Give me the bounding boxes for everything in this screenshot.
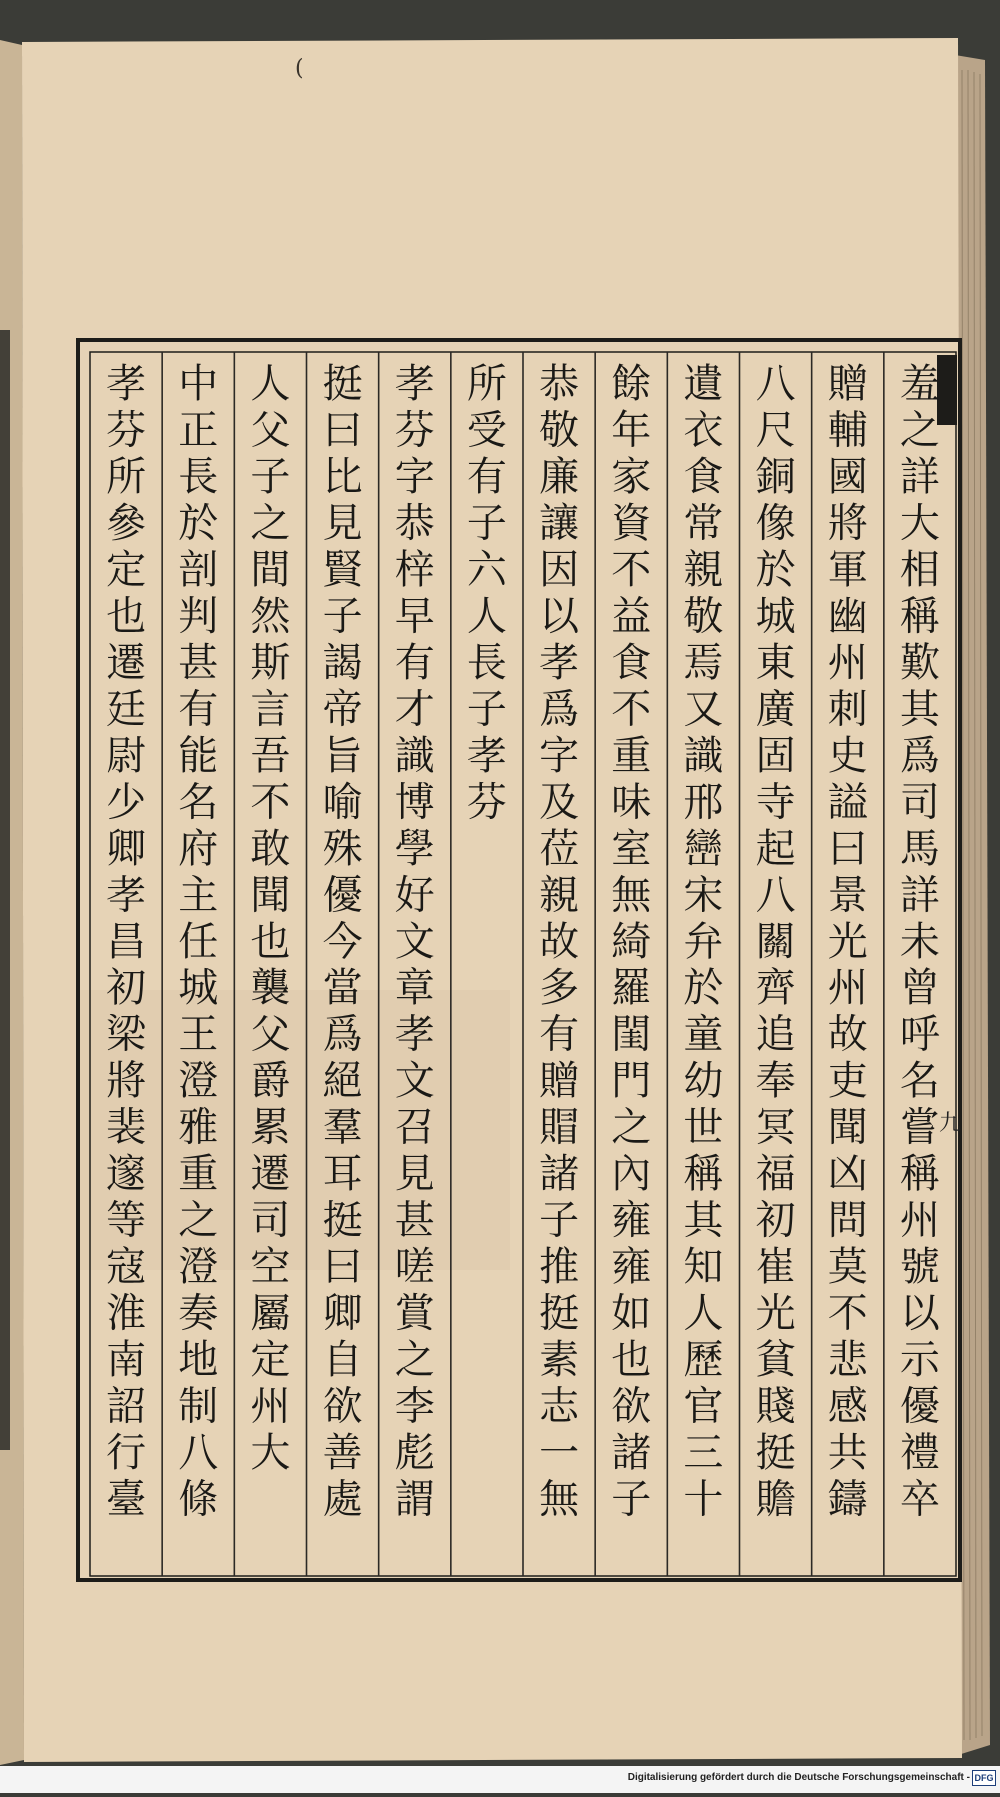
fishtail-mark bbox=[937, 355, 957, 425]
text-column: 餘年家資不益食不重味室無綺羅閨門之內雍雍如也欲諸子 bbox=[611, 361, 652, 1523]
text-column: 人父子之間然斯言吾不敢聞也襲父爵累遷司空屬定州大 bbox=[250, 361, 291, 1476]
text-column: 中正長於剖判甚有能名府主任城王澄雅重之澄奏地制八條 bbox=[178, 361, 219, 1523]
text-column: 挺曰比見賢子謁帝旨喻殊優今當爲絕羣耳挺曰卿自欲善處 bbox=[322, 361, 363, 1523]
dfg-logo-text: DFG bbox=[974, 1773, 994, 1783]
text-column: 孝芬字恭梓早有才識博學好文章孝文召見甚嗟賞之李彪謂 bbox=[394, 361, 435, 1523]
left-page-border bbox=[0, 330, 10, 1450]
text-column: 羞之詳大相稱歎其爲司馬詳未曾呼名嘗稱州號以示優禮卒 bbox=[899, 361, 940, 1523]
text-column: 八尺銅像於城東廣固寺起八關齊追奉冥福初崔光貧賤挺贍 bbox=[755, 361, 796, 1523]
digitization-credit: Digitalisierung gefördert durch die Deutsche Forschungsgemeinschaft - bbox=[627, 1772, 970, 1783]
dfg-logo-icon bbox=[972, 1770, 996, 1786]
folio-number: 九 bbox=[938, 1111, 962, 1136]
text-column: 恭敬廉讓因以孝爲字及莅親故多有贈賵諸子推挺素志一無 bbox=[539, 361, 580, 1523]
text-column: 贈輔國將軍幽州刺史謚曰景光州故吏聞凶問莫不悲感共鑄 bbox=[827, 361, 868, 1523]
margin-mark: ( bbox=[295, 56, 304, 81]
text-column: 遺衣食常親敬焉又識邢巒宋弁於童幼世稱其知人歷官三十 bbox=[683, 361, 724, 1523]
paper bbox=[22, 38, 962, 1762]
text-column: 孝芬所參定也遷廷尉少卿孝昌初梁將裴邃等寇淮南詔行臺 bbox=[106, 361, 147, 1523]
text-column: 所受有子六人長子孝芬 bbox=[466, 361, 507, 826]
